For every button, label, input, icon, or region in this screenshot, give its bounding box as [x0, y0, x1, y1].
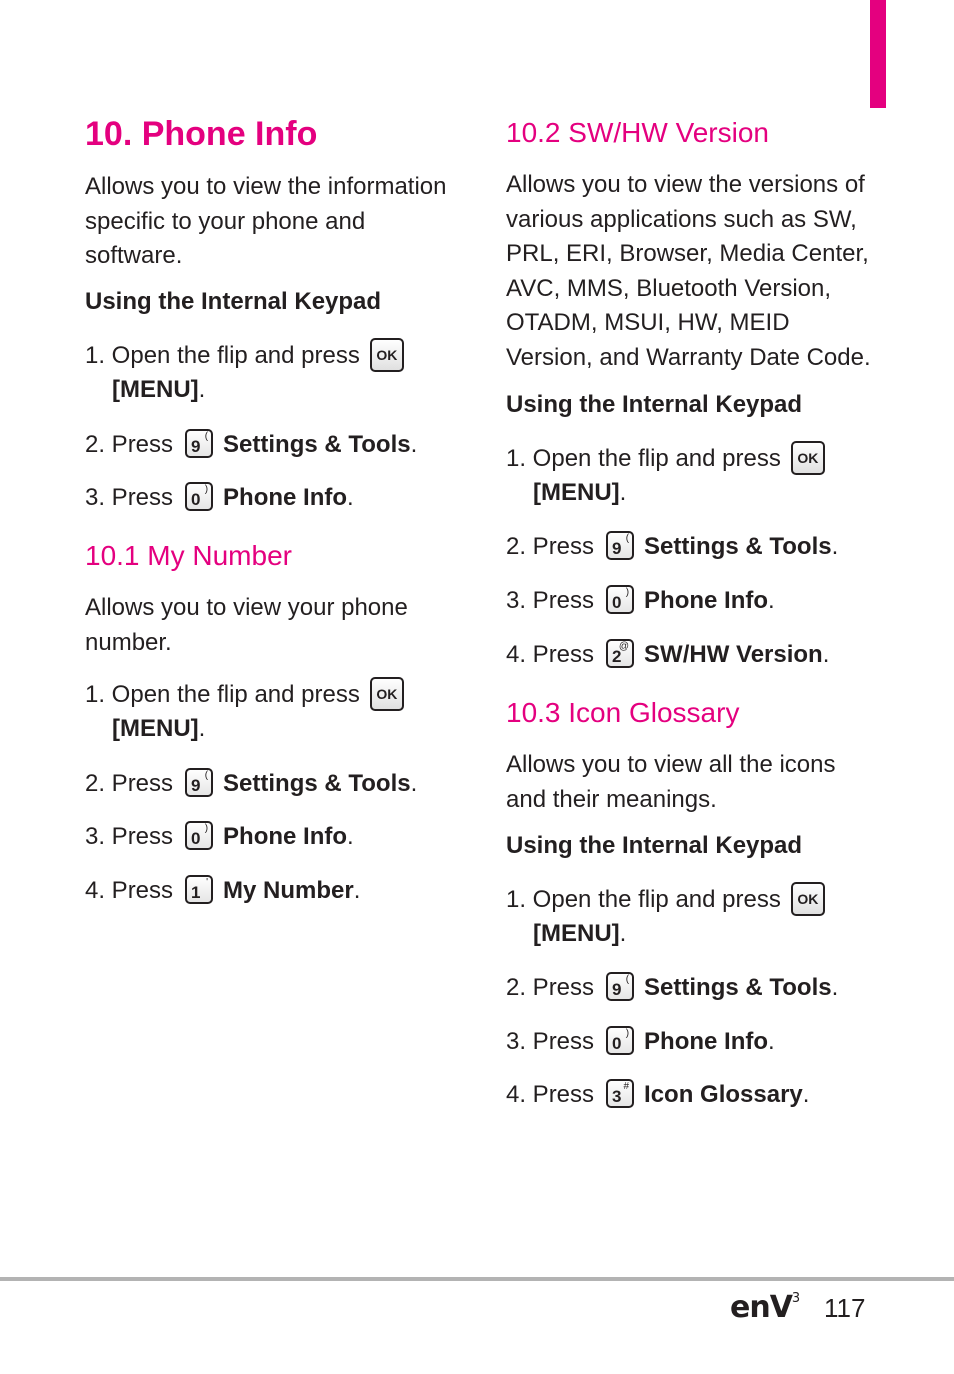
key-9-icon: 9 (: [185, 429, 213, 458]
footer-rule: [0, 1277, 954, 1281]
step-phone-info: 3. Press 0 ) Phone Info.: [506, 587, 775, 614]
key-2-icon: 2 @: [606, 639, 634, 668]
menu-label: [MENU]: [112, 715, 199, 742]
key-0-icon: 0 ): [606, 585, 634, 614]
step-settings-tools: 2. Press 9 ( Settings & Tools.: [506, 533, 839, 560]
section-title-icon-glossary: 10.3 Icon Glossary: [506, 697, 740, 728]
intro-text: Allows you to view the information specific to your phone and software.: [85, 173, 447, 269]
icon-glossary-intro: Allows you to view all the icons and their meanings.: [506, 751, 836, 813]
section-title-my-number: 10.1 My Number: [85, 540, 292, 571]
page-number: 117: [824, 1293, 866, 1323]
keypad-subhead: Using the Internal Keypad: [506, 391, 803, 418]
step-settings-tools: 2. Press 9 ( Settings & Tools.: [85, 770, 418, 797]
step-open-flip: 1. Open the flip and press OK [MENU].: [506, 883, 825, 918]
step-phone-info: 3. Press 0 ) Phone Info.: [85, 484, 354, 511]
ok-key-icon: OK: [791, 441, 825, 475]
ok-key-icon: OK: [370, 338, 404, 372]
step-icon-glossary: 4. Press 3 # Icon Glossary.: [506, 1081, 810, 1108]
menu-label: [MENU]: [533, 479, 620, 506]
section-title-sw-hw-version: 10.2 SW/HW Version: [506, 117, 769, 148]
key-0-icon: 0 ): [185, 821, 213, 850]
ok-key-icon: OK: [370, 677, 404, 711]
step-phone-info: 3. Press 0 ) Phone Info.: [85, 823, 354, 850]
key-9-icon: 9 (: [606, 531, 634, 560]
keypad-subhead: Using the Internal Keypad: [85, 288, 382, 315]
step-phone-info: 3. Press 0 ) Phone Info.: [506, 1028, 775, 1055]
step-open-flip: 1. Open the flip and press OK [MENU].: [85, 339, 404, 374]
key-0-icon: 0 ): [185, 482, 213, 511]
step-settings-tools: 2. Press 9 ( Settings & Tools.: [506, 974, 839, 1001]
key-1-icon: 1 ': [185, 875, 213, 904]
step-settings-tools: 2. Press 9 ( Settings & Tools.: [85, 431, 418, 458]
key-9-icon: 9 (: [185, 768, 213, 797]
step-my-number: 4. Press 1 ' My Number.: [85, 877, 361, 904]
key-0-icon: 0 ): [606, 1026, 634, 1055]
keypad-subhead: Using the Internal Keypad: [506, 832, 803, 859]
menu-label: [MENU]: [112, 376, 199, 403]
ok-key-icon: OK: [791, 882, 825, 916]
step-sw-hw-version: 4. Press 2 @ SW/HW Version.: [506, 641, 830, 668]
step-open-flip: 1. Open the flip and press OK [MENU].: [506, 442, 825, 477]
step-open-flip: 1. Open the flip and press OK [MENU].: [85, 678, 404, 713]
key-3-icon: 3 #: [606, 1079, 634, 1108]
my-number-intro: Allows you to view your phone number.: [85, 594, 408, 656]
env3-logo: enV$^3$: [730, 1290, 800, 1325]
page-title: 10. Phone Info: [85, 115, 318, 153]
sw-hw-intro: Allows you to view the versions of various applications such as SW, PRL, ERI, Browser, Media Center, AVC, MMS, Bluetooth Version, OTADM, MSUI, HW, MEID Version, and Warranty Date Code.: [506, 171, 871, 371]
chapter-tab-marker: [870, 0, 886, 108]
key-9-icon: 9 (: [606, 972, 634, 1001]
menu-label: [MENU]: [533, 920, 620, 947]
